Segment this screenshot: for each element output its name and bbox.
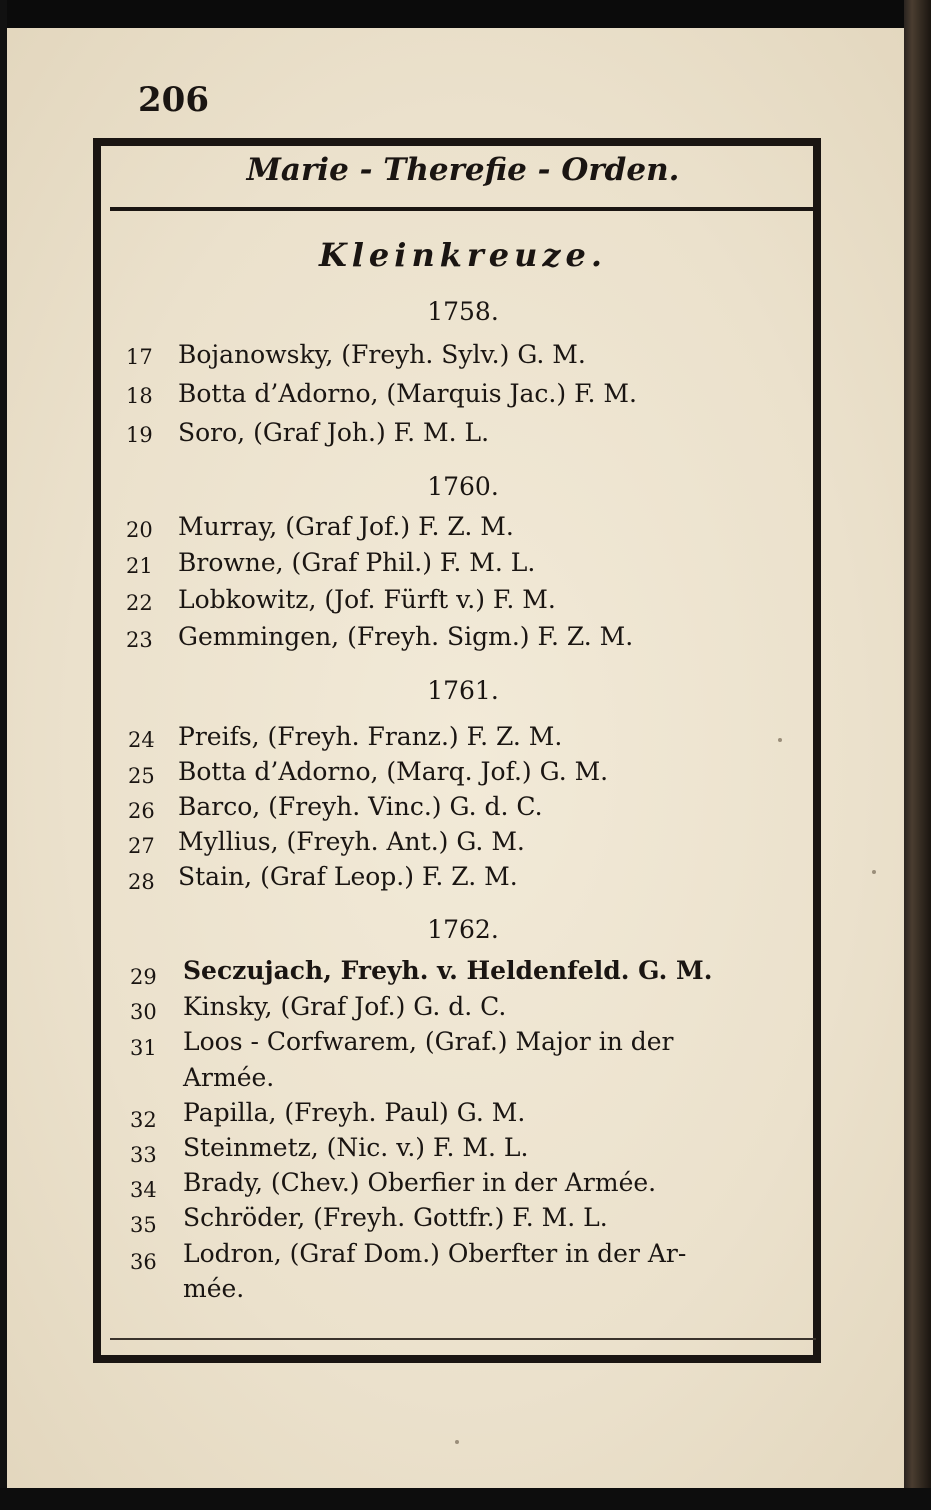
entry-number: 18 <box>126 384 153 408</box>
year-heading: 1762. <box>427 915 499 944</box>
entry-text: Preifs, (Freyh. Franz.) F. Z. M. <box>178 722 563 751</box>
entry-text: Stain, (Graf Leop.) F. Z. M. <box>178 862 518 891</box>
entry-number: 24 <box>128 728 155 752</box>
entry-text: Gemmingen, (Freyh. Sigm.) F. Z. M. <box>178 622 634 651</box>
entry-text: Seczujach, Freyh. v. Heldenfeld. G. M. <box>183 956 713 985</box>
year-heading: 1761. <box>427 676 499 705</box>
entry-number: 34 <box>130 1178 157 1202</box>
entry-text: Brady, (Chev.) Oberfier in der Armée. <box>183 1168 657 1197</box>
entry-continuation: mée. <box>183 1274 245 1303</box>
entry-text: Barco, (Freyh. Vinc.) G. d. C. <box>178 792 543 821</box>
entry-number: 31 <box>130 1036 157 1060</box>
entry-number: 27 <box>128 834 155 858</box>
entry-number: 36 <box>130 1250 157 1274</box>
entry-number: 32 <box>130 1108 157 1132</box>
year-heading: 1758. <box>427 297 499 326</box>
entry-text: Papilla, (Freyh. Paul) G. M. <box>183 1098 526 1127</box>
section-title: Kleinkreuze. <box>318 236 608 274</box>
entry-number: 26 <box>128 799 155 823</box>
paper-speck <box>872 870 876 874</box>
entry-number: 30 <box>130 1000 157 1024</box>
entry-number: 29 <box>130 965 157 989</box>
entry-number: 17 <box>126 345 153 369</box>
entry-text: Schröder, (Freyh. Gottfr.) F. M. L. <box>183 1203 608 1232</box>
scan-edge-top <box>0 0 931 28</box>
entry-number: 25 <box>128 764 155 788</box>
page-number: 206 <box>138 80 209 120</box>
book-spine-edge <box>904 0 931 1510</box>
entry-text: Steinmetz, (Nic. v.) F. M. L. <box>183 1133 529 1162</box>
scan-edge-left <box>0 0 7 1510</box>
entry-text: Soro, (Graf Joh.) F. M. L. <box>178 418 490 447</box>
entry-text: Botta d’Adorno, (Marquis Jac.) F. M. <box>178 379 637 408</box>
entry-continuation: Armée. <box>183 1063 275 1092</box>
entry-text: Murray, (Graf Jof.) F. Z. M. <box>178 512 514 541</box>
entry-number: 35 <box>130 1213 157 1237</box>
entry-number: 20 <box>126 518 153 542</box>
entry-number: 23 <box>126 628 153 652</box>
entry-text: Kinsky, (Graf Jof.) G. d. C. <box>183 992 507 1021</box>
entry-number: 28 <box>128 870 155 894</box>
entry-text: Botta d’Adorno, (Marq. Jof.) G. M. <box>178 757 609 786</box>
entry-text: Lodron, (Graf Dom.) Oberfter in der Ar- <box>183 1239 687 1268</box>
bottom-rule <box>110 1338 816 1340</box>
entry-number: 22 <box>126 591 153 615</box>
entry-text: Bojanowsky, (Freyh. Sylv.) G. M. <box>178 340 586 369</box>
entry-number: 33 <box>130 1143 157 1167</box>
year-heading: 1760. <box>427 472 499 501</box>
paper-speck <box>455 1440 459 1444</box>
entry-text: Loos - Corfwarem, (Graf.) Major in der <box>183 1027 674 1056</box>
entry-text: Myllius, (Freyh. Ant.) G. M. <box>178 827 525 856</box>
entry-number: 21 <box>126 554 153 578</box>
entry-text: Browne, (Graf Phil.) F. M. L. <box>178 548 536 577</box>
running-header: Marie - Therefie - Orden. <box>246 152 680 188</box>
scan-edge-bottom <box>0 1488 931 1510</box>
header-divider <box>110 207 816 211</box>
entry-text: Lobkowitz, (Jof. Fürft v.) F. M. <box>178 585 556 614</box>
entry-number: 19 <box>126 423 153 447</box>
